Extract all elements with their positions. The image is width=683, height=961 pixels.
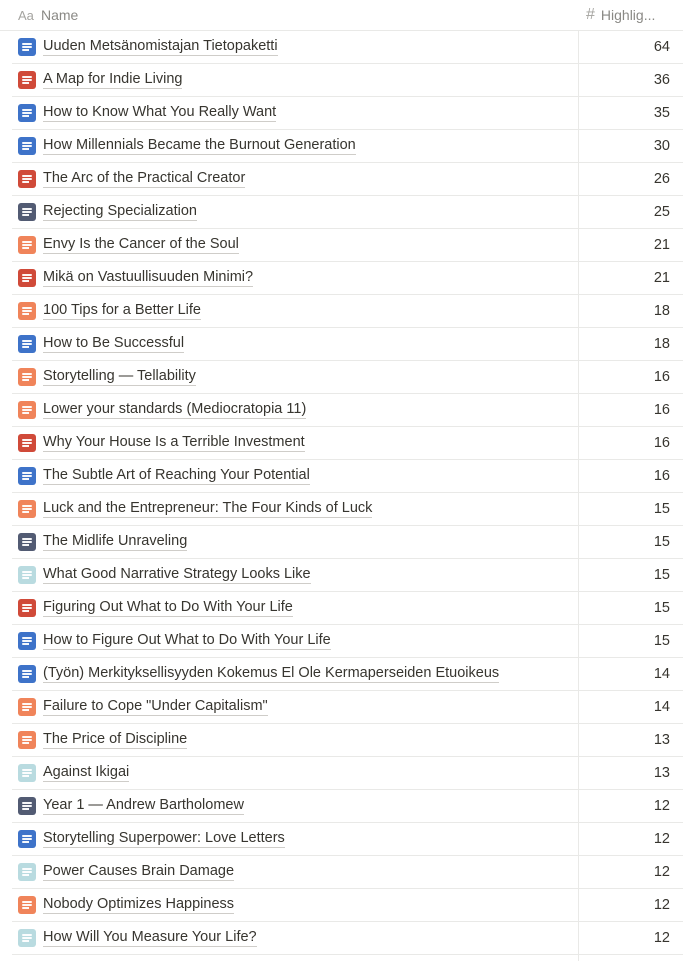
name-cell[interactable] <box>18 658 573 690</box>
table-row[interactable] <box>12 757 683 790</box>
page-title-link[interactable]: How to Be Successful <box>43 335 185 351</box>
name-cell[interactable] <box>18 823 573 855</box>
table-row[interactable] <box>12 724 683 757</box>
page-icon <box>18 269 36 287</box>
page-title-link[interactable]: A Map for Indie Living <box>43 71 183 87</box>
page-title-link[interactable]: Power Causes Brain Damage <box>43 863 235 879</box>
name-cell[interactable] <box>18 196 573 228</box>
table-row[interactable] <box>12 658 683 691</box>
page-icon <box>18 929 36 947</box>
highlights-count: 64 <box>653 39 670 55</box>
table-row[interactable] <box>12 493 683 526</box>
page-icon <box>18 401 36 419</box>
page-title-link[interactable]: Luck and the Entrepreneur: The Four Kinds of Luck <box>43 500 373 516</box>
name-cell[interactable] <box>18 856 573 888</box>
page-title-link[interactable]: Lower your standards (Mediocratopia 11) <box>43 401 307 417</box>
name-column-header[interactable] <box>18 0 78 30</box>
highlights-count: 12 <box>653 831 670 847</box>
page-icon <box>18 434 36 452</box>
name-cell[interactable] <box>18 328 573 360</box>
name-cell[interactable] <box>18 526 573 558</box>
page-icon <box>18 71 36 89</box>
table-row[interactable] <box>12 559 683 592</box>
page-icon <box>18 335 36 353</box>
name-cell[interactable] <box>18 130 573 162</box>
name-column-label: Name <box>41 7 79 23</box>
page-title-link[interactable]: The Arc of the Practical Creator <box>43 170 246 186</box>
page-title-link[interactable]: The Midlife Unraveling <box>43 533 188 549</box>
highlights-count: 36 <box>653 72 670 88</box>
page-title-link[interactable]: The Price of Discipline <box>43 731 188 747</box>
name-cell[interactable] <box>18 64 573 96</box>
table-row[interactable] <box>12 856 683 889</box>
page-icon <box>18 632 36 650</box>
page-title-link[interactable]: Nobody Optimizes Happiness <box>43 896 235 912</box>
table-row[interactable] <box>12 625 683 658</box>
highlights-count: 13 <box>653 732 670 748</box>
page-icon <box>18 137 36 155</box>
name-cell[interactable] <box>18 229 573 261</box>
table-row[interactable] <box>12 196 683 229</box>
name-cell[interactable] <box>18 427 573 459</box>
text-property-icon: Aa <box>18 7 34 23</box>
name-cell[interactable] <box>18 724 573 756</box>
name-cell[interactable] <box>18 262 573 294</box>
highlights-count: 18 <box>653 336 670 352</box>
page-icon <box>18 236 36 254</box>
highlights-count: 21 <box>653 270 670 286</box>
name-cell[interactable] <box>18 559 573 591</box>
page-title-link[interactable]: How to Know What You Really Want <box>43 104 277 120</box>
page-title-link[interactable]: Storytelling Superpower: Love Letters <box>43 830 285 846</box>
table-row[interactable] <box>12 361 683 394</box>
highlights-count: 21 <box>653 237 670 253</box>
name-cell[interactable] <box>18 691 573 723</box>
table-row[interactable] <box>12 328 683 361</box>
table-row[interactable] <box>12 823 683 856</box>
page-icon <box>18 467 36 485</box>
page-title-link[interactable]: Why Your House Is a Terrible Investment <box>43 434 305 450</box>
table-row[interactable] <box>12 130 683 163</box>
page-title-link[interactable]: Failure to Cope "Under Capitalism" <box>43 698 268 714</box>
page-icon <box>18 38 36 56</box>
page-title-link[interactable]: Figuring Out What to Do With Your Life <box>43 599 293 615</box>
page-icon <box>18 764 36 782</box>
number-property-icon: # <box>586 6 595 23</box>
name-cell[interactable] <box>18 460 573 492</box>
page-icon <box>18 797 36 815</box>
page-icon <box>18 731 36 749</box>
table-row[interactable] <box>12 526 683 559</box>
page-icon <box>18 533 36 551</box>
table-body <box>0 31 683 955</box>
page-title-link[interactable]: Year 1 — Andrew Bartholomew <box>43 797 244 813</box>
table-row[interactable] <box>12 394 683 427</box>
highlights-count: 16 <box>653 369 670 385</box>
highlights-column-label: Highlig... <box>600 7 656 23</box>
highlights-count: 16 <box>653 468 670 484</box>
highlights-count: 13 <box>653 765 670 781</box>
page-title-link[interactable]: What Good Narrative Strategy Looks Like <box>43 566 311 582</box>
page-title-link[interactable]: How to Figure Out What to Do With Your Life <box>43 632 331 648</box>
highlights-count: 30 <box>653 138 670 154</box>
page-icon <box>18 104 36 122</box>
name-cell[interactable] <box>18 922 573 954</box>
page-icon <box>18 896 36 914</box>
table-row[interactable] <box>12 427 683 460</box>
highlights-count: 12 <box>653 897 670 913</box>
highlights-count: 15 <box>653 633 670 649</box>
highlights-count: 14 <box>653 666 670 682</box>
name-cell[interactable] <box>18 592 573 624</box>
page-title-link[interactable]: (Työn) Merkityksellisyyden Kokemus El Ole Kermaperseiden Etuoikeus <box>43 665 500 681</box>
table-row[interactable] <box>12 889 683 922</box>
highlights-count: 12 <box>653 930 670 946</box>
highlights-count: 15 <box>653 501 670 517</box>
page-title-link[interactable]: Uuden Metsänomistajan Tietopaketti <box>43 38 278 54</box>
page-icon <box>18 566 36 584</box>
table-row[interactable] <box>12 460 683 493</box>
name-cell[interactable] <box>18 163 573 195</box>
highlights-count: 12 <box>653 798 670 814</box>
table-row[interactable] <box>12 163 683 196</box>
page-icon <box>18 599 36 617</box>
highlights-count: 35 <box>653 105 670 121</box>
table-row[interactable] <box>12 691 683 724</box>
table-row[interactable] <box>12 97 683 130</box>
name-cell[interactable] <box>18 97 573 129</box>
highlights-column-header[interactable] <box>586 0 683 30</box>
table-row[interactable] <box>12 790 683 823</box>
page-title-link[interactable]: How Millennials Became the Burnout Generation <box>43 137 356 153</box>
name-cell[interactable] <box>18 493 573 525</box>
page-title-link[interactable]: Against Ikigai <box>43 764 130 780</box>
highlights-count: 16 <box>653 435 670 451</box>
page-title-link[interactable]: 100 Tips for a Better Life <box>43 302 201 318</box>
table-row[interactable] <box>12 64 683 97</box>
table-row[interactable] <box>12 922 683 955</box>
name-cell[interactable] <box>18 394 573 426</box>
page-title-link[interactable]: Envy Is the Cancer of the Soul <box>43 236 239 252</box>
table-row[interactable] <box>12 262 683 295</box>
name-cell[interactable] <box>18 361 573 393</box>
page-icon <box>18 665 36 683</box>
highlights-count: 14 <box>653 699 670 715</box>
name-cell[interactable] <box>18 889 573 921</box>
page-icon <box>18 203 36 221</box>
page-title-link[interactable]: Mikä on Vastuullisuuden Minimi? <box>43 269 254 285</box>
name-cell[interactable] <box>18 790 573 822</box>
page-title-link[interactable]: How Will You Measure Your Life? <box>43 929 257 945</box>
page-icon <box>18 302 36 320</box>
highlights-count: 25 <box>653 204 670 220</box>
table-row[interactable] <box>12 592 683 625</box>
page-title-link[interactable]: Storytelling — Tellability <box>43 368 196 384</box>
page-icon <box>18 698 36 716</box>
name-cell[interactable] <box>18 625 573 657</box>
table-row[interactable] <box>12 31 683 64</box>
page-icon <box>18 368 36 386</box>
highlights-count: 15 <box>653 600 670 616</box>
highlights-count: 15 <box>653 567 670 583</box>
page-icon <box>18 170 36 188</box>
page-title-link[interactable]: The Subtle Art of Reaching Your Potential <box>43 467 310 483</box>
name-cell[interactable] <box>18 295 573 327</box>
name-cell[interactable] <box>18 31 573 63</box>
page-icon <box>18 863 36 881</box>
name-cell[interactable] <box>18 757 573 789</box>
page-icon <box>18 830 36 848</box>
highlights-count: 18 <box>653 303 670 319</box>
page-icon <box>18 500 36 518</box>
highlights-count: 26 <box>653 171 670 187</box>
table-row[interactable] <box>12 229 683 262</box>
page-title-link[interactable]: Rejecting Specialization <box>43 203 197 219</box>
highlights-count: 16 <box>653 402 670 418</box>
table-row[interactable] <box>12 295 683 328</box>
highlights-count: 15 <box>653 534 670 550</box>
highlights-count: 12 <box>653 864 670 880</box>
table-header <box>0 0 683 31</box>
